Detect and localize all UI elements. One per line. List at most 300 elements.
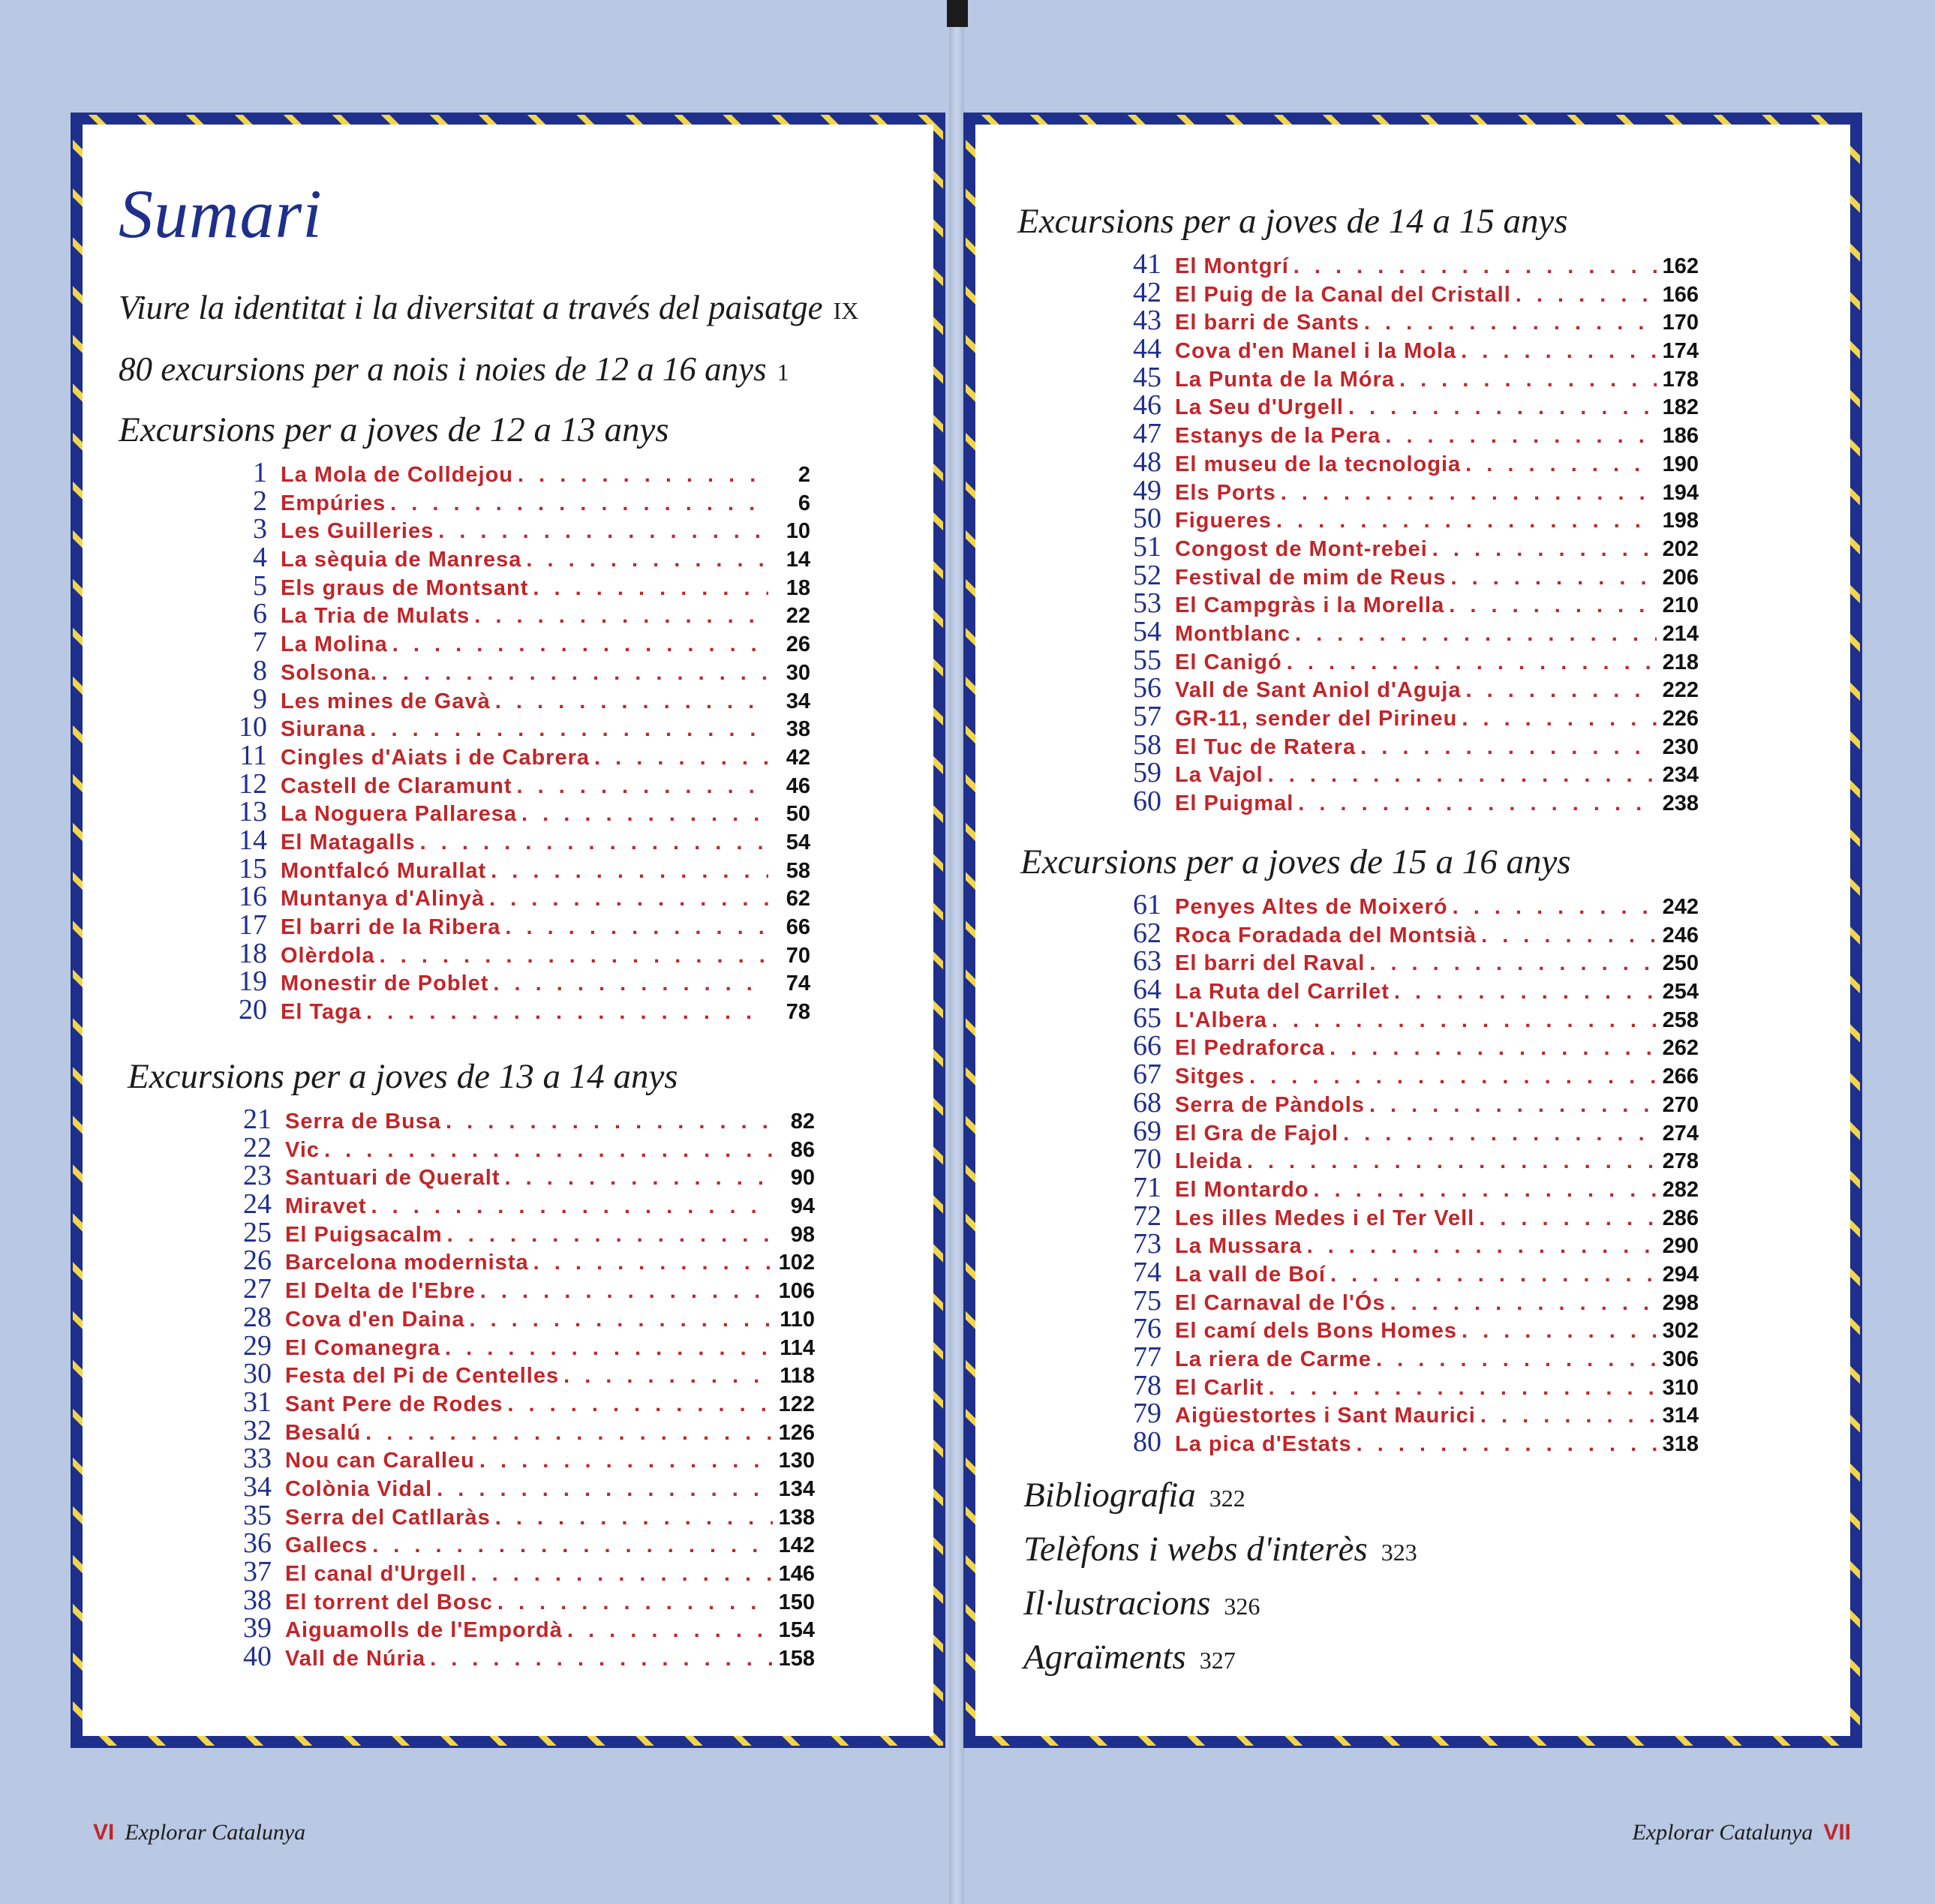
entry-page: 70 <box>786 943 810 968</box>
toc-entry[interactable] <box>1118 1369 1699 1401</box>
entry-name: Penyes Altes de Moixeró <box>1175 895 1448 919</box>
entry-name: El Montardo <box>1175 1177 1309 1202</box>
dot-leader <box>559 1364 773 1389</box>
dot-leader <box>503 1392 773 1417</box>
entry-name: Estanys de la Pera <box>1175 424 1381 449</box>
toc-entry[interactable] <box>228 1470 815 1503</box>
entry-page: 310 <box>1662 1375 1699 1400</box>
entry-name: Els Ports <box>1175 480 1276 505</box>
dot-leader <box>476 1279 773 1304</box>
entry-name: La Seu d'Urgell <box>1175 395 1344 420</box>
toc-entry[interactable] <box>228 1555 815 1587</box>
dot-leader <box>1448 895 1657 920</box>
dot-leader <box>1294 791 1657 816</box>
entry-name: Montblanc <box>1175 621 1291 646</box>
entry-name: El Taga <box>281 1000 362 1025</box>
entry-page: 170 <box>1662 311 1699 335</box>
entry-number: 60 <box>1133 785 1161 818</box>
toc-entry[interactable] <box>1118 728 1699 761</box>
entry-number: 10 <box>239 711 267 743</box>
dot-leader <box>1263 763 1657 788</box>
entry-number: 76 <box>1133 1313 1161 1345</box>
intro-line-excursions[interactable] <box>119 350 789 389</box>
toc-entry[interactable] <box>228 1244 815 1277</box>
dot-leader <box>1381 424 1657 449</box>
entry-name: El Campgràs i la Morella <box>1175 593 1445 618</box>
entry-number: 71 <box>1133 1171 1161 1203</box>
entry-name: El torrent del Bosc <box>285 1590 493 1614</box>
extra-agraiments[interactable] <box>1023 1637 1236 1677</box>
toc-entry[interactable] <box>228 1640 815 1673</box>
dot-leader <box>466 1562 773 1587</box>
entry-name: Empúries <box>281 491 386 515</box>
entry-number: 33 <box>243 1443 272 1475</box>
entry-page: 2 <box>798 463 810 487</box>
toc-entry[interactable] <box>1118 644 1699 676</box>
entry-number: 16 <box>239 881 267 913</box>
entry-page: 34 <box>786 689 810 713</box>
toc-entry[interactable] <box>224 512 810 545</box>
entry-number: 63 <box>1133 945 1161 978</box>
toc-entry[interactable] <box>224 824 810 856</box>
dot-leader <box>491 689 768 714</box>
entry-number: 7 <box>253 626 267 659</box>
entry-page: 86 <box>790 1137 815 1162</box>
entry-number: 19 <box>239 966 267 998</box>
toc-entry[interactable] <box>224 541 810 574</box>
dot-leader <box>443 1223 773 1248</box>
toc-entry[interactable] <box>224 597 810 630</box>
entry-page: 154 <box>778 1618 815 1643</box>
dot-leader <box>1476 1404 1657 1428</box>
intro-text: 80 excursions per a nois i noies de 12 a 16 anys <box>119 350 767 388</box>
entry-number: 28 <box>243 1301 272 1333</box>
page-folio: VII <box>1823 1820 1851 1845</box>
extra-bibliografia[interactable] <box>1023 1475 1245 1515</box>
dot-leader <box>464 1308 773 1332</box>
toc-entry[interactable] <box>228 1301 815 1333</box>
entry-name: El Tuc de Ratera <box>1175 734 1357 759</box>
entry-name: Aigüestortes i Sant Maurici <box>1175 1404 1476 1428</box>
toc-entry[interactable] <box>224 795 810 828</box>
toc-entry[interactable] <box>1118 671 1699 704</box>
entry-number: 54 <box>1133 615 1161 647</box>
toc-list-14-15 <box>1118 248 1699 818</box>
entry-number: 27 <box>243 1273 272 1305</box>
toc-entry[interactable] <box>1118 944 1699 978</box>
entry-page: 118 <box>780 1364 815 1389</box>
entry-number: 42 <box>1133 276 1161 308</box>
entry-number: 61 <box>1133 889 1161 920</box>
intro-line-identitat[interactable] <box>119 288 858 327</box>
entry-page: 286 <box>1662 1206 1699 1230</box>
book-gutter <box>949 0 964 1904</box>
entry-number: 3 <box>253 513 267 545</box>
entry-page: 190 <box>1662 452 1699 476</box>
entry-page: 30 <box>786 660 810 685</box>
dot-leader <box>425 1647 773 1671</box>
entry-number: 24 <box>243 1188 272 1221</box>
toc-entry[interactable] <box>1118 973 1699 1006</box>
entry-number: 72 <box>1133 1200 1161 1232</box>
toc-entry[interactable] <box>224 569 810 602</box>
section-title-15-16: Excursions per a joves de 15 a 16 anys <box>1020 842 1571 881</box>
entry-number: 57 <box>1133 701 1161 732</box>
entry-page: 26 <box>786 632 810 657</box>
entry-name: Cova d'en Daina <box>285 1307 465 1332</box>
dot-leader <box>1276 481 1657 506</box>
extra-text: Bibliografia <box>1023 1476 1196 1515</box>
toc-entry[interactable] <box>1118 446 1699 478</box>
entry-name: Festival de mim de Reus <box>1175 565 1447 590</box>
entry-page: 178 <box>1662 367 1699 392</box>
toc-entry[interactable] <box>228 1103 815 1135</box>
toc-entry[interactable] <box>228 1611 815 1644</box>
entry-number: 36 <box>243 1527 272 1560</box>
toc-entry[interactable] <box>1118 1143 1699 1176</box>
entry-name: Castell de Claramunt <box>281 773 512 798</box>
entry-page: 274 <box>1662 1121 1699 1146</box>
entry-page: 66 <box>786 915 810 939</box>
entry-number: 29 <box>243 1329 272 1362</box>
toc-entry[interactable] <box>1118 1284 1699 1317</box>
toc-entry[interactable] <box>228 1584 815 1616</box>
toc-entry[interactable] <box>1118 756 1699 789</box>
entry-page: 254 <box>1662 980 1699 1005</box>
dot-leader <box>528 576 768 601</box>
dot-leader <box>432 1477 773 1502</box>
toc-entry[interactable] <box>1118 1002 1699 1034</box>
dot-leader <box>500 915 768 940</box>
entry-page: 314 <box>1662 1404 1699 1428</box>
entry-name: Sitges <box>1175 1065 1245 1089</box>
entry-page: 186 <box>1662 424 1699 449</box>
entry-number: 79 <box>1133 1398 1161 1430</box>
toc-entry[interactable] <box>1118 1397 1699 1430</box>
entry-number: 78 <box>1133 1369 1161 1401</box>
dot-leader <box>1282 650 1657 675</box>
entry-page: 62 <box>786 887 810 911</box>
entry-page: 106 <box>778 1279 815 1304</box>
toc-entry[interactable] <box>1118 1256 1699 1288</box>
dot-leader <box>416 830 768 855</box>
entry-name: La pica d'Estats <box>1175 1432 1352 1457</box>
toc-entry[interactable] <box>1118 587 1699 620</box>
toc-entry[interactable] <box>228 1499 815 1531</box>
entry-page: 6 <box>798 491 810 515</box>
entry-page: 126 <box>778 1420 815 1445</box>
toc-entry[interactable] <box>1118 332 1699 365</box>
entry-number: 41 <box>1133 248 1161 280</box>
entry-number: 66 <box>1133 1030 1161 1062</box>
dot-leader <box>1344 395 1657 420</box>
running-title: Explorar Catalunya <box>1632 1820 1813 1845</box>
toc-entry[interactable] <box>1118 474 1699 506</box>
entry-page: 262 <box>1662 1036 1699 1061</box>
entry-page: 282 <box>1662 1177 1699 1202</box>
entry-number: 22 <box>243 1131 272 1164</box>
toc-entry[interactable] <box>224 456 810 488</box>
entry-number: 77 <box>1133 1341 1161 1373</box>
entry-page: 226 <box>1662 707 1699 731</box>
toc-entry[interactable] <box>1118 389 1699 422</box>
entry-name: El camí dels Bons Homes <box>1175 1319 1457 1344</box>
page-folio: VI <box>93 1820 115 1845</box>
entry-page: 230 <box>1662 734 1699 759</box>
entry-number: 40 <box>243 1641 272 1673</box>
entry-name: Les illes Medes i el Ter Vell <box>1175 1206 1475 1230</box>
dot-leader <box>367 1194 773 1219</box>
entry-page: 250 <box>1662 951 1699 976</box>
entry-name: Serra de Busa <box>285 1110 442 1134</box>
toc-entry[interactable] <box>1118 417 1699 450</box>
entry-number: 32 <box>243 1414 272 1446</box>
intro-text: Viure la identitat i la diversitat a través del paisatge <box>119 289 823 326</box>
entry-number: 18 <box>239 937 267 969</box>
entry-name: El canal d'Urgell <box>285 1562 467 1586</box>
entry-page: 22 <box>786 604 810 629</box>
toc-entry[interactable] <box>228 1188 815 1221</box>
toc-entry[interactable] <box>1118 1341 1699 1373</box>
dot-leader <box>493 1590 773 1615</box>
toc-entry[interactable] <box>1118 700 1699 732</box>
entry-number: 9 <box>253 683 267 715</box>
toc-entry[interactable] <box>224 965 810 998</box>
entry-name: El Delta de l'Ebre <box>285 1279 476 1304</box>
entry-page: 290 <box>1662 1234 1699 1259</box>
toc-entry[interactable] <box>224 485 810 517</box>
entry-page: 18 <box>786 575 810 600</box>
entry-page: 246 <box>1662 923 1699 947</box>
toc-entry[interactable] <box>228 1386 815 1418</box>
entry-name: La Mussara <box>1175 1234 1303 1259</box>
entry-page: 242 <box>1662 895 1699 919</box>
toc-entry[interactable] <box>1118 1086 1699 1119</box>
dot-leader <box>1242 1149 1657 1174</box>
entry-number: 80 <box>1133 1426 1161 1458</box>
entry-number: 59 <box>1133 757 1161 789</box>
dot-leader <box>1386 1291 1657 1316</box>
entry-number: 23 <box>243 1160 272 1192</box>
dot-leader <box>486 859 768 884</box>
dot-leader <box>1390 980 1657 1005</box>
toc-entry[interactable] <box>224 993 810 1026</box>
toc-entry[interactable] <box>224 626 810 659</box>
toc-entry[interactable] <box>1118 1115 1699 1147</box>
entry-name: Les mines de Gavà <box>281 689 491 713</box>
toc-entry[interactable] <box>224 710 810 743</box>
entry-number: 8 <box>253 654 267 686</box>
entry-page: 166 <box>1662 282 1699 307</box>
extra-illustracions[interactable] <box>1023 1583 1260 1623</box>
entry-page: 142 <box>778 1533 815 1558</box>
entry-number: 4 <box>253 542 267 574</box>
entry-number: 30 <box>243 1358 272 1390</box>
toc-entry[interactable] <box>224 654 810 686</box>
toc-entry[interactable] <box>224 767 810 800</box>
toc-entry[interactable] <box>228 1414 815 1446</box>
entry-name: El Carlit <box>1175 1375 1264 1400</box>
toc-entry[interactable] <box>1118 917 1699 949</box>
intro-page: IX <box>833 297 859 324</box>
entry-name: El Puigmal <box>1175 791 1294 816</box>
entry-number: 34 <box>243 1470 272 1503</box>
toc-entry[interactable] <box>224 908 810 941</box>
toc-entry[interactable] <box>1118 615 1699 647</box>
dot-leader <box>513 463 768 488</box>
toc-entry[interactable] <box>1118 502 1699 535</box>
toc-entry[interactable] <box>228 1131 815 1164</box>
entry-page: 138 <box>778 1505 815 1530</box>
entry-number: 56 <box>1133 672 1161 704</box>
entry-name: La riera de Carme <box>1175 1347 1372 1371</box>
entry-number: 49 <box>1133 474 1161 506</box>
dot-leader <box>563 1618 773 1643</box>
dot-leader <box>1456 339 1657 364</box>
extra-page: 322 <box>1209 1485 1245 1512</box>
dot-leader <box>475 1449 773 1473</box>
entry-page: 38 <box>786 717 810 742</box>
entry-page: 50 <box>786 802 810 827</box>
entry-number: 20 <box>239 994 267 1026</box>
dot-leader <box>500 1166 773 1191</box>
entry-number: 64 <box>1133 974 1161 1006</box>
toc-entry[interactable] <box>1118 1200 1699 1232</box>
toc-entry[interactable] <box>1118 1312 1699 1345</box>
toc-entry[interactable] <box>228 1272 815 1305</box>
toc-entry[interactable] <box>224 739 810 771</box>
entry-name: El Puig de la Canal del Cristall <box>1175 282 1511 307</box>
entry-number: 12 <box>239 767 267 800</box>
footer-right <box>1621 1820 1851 1845</box>
entry-name: Siurana <box>281 717 366 742</box>
entry-page: 266 <box>1662 1065 1699 1089</box>
dot-leader <box>517 802 768 827</box>
entry-name: Nou can Caralleu <box>285 1449 475 1473</box>
toc-entry[interactable] <box>1118 1425 1699 1458</box>
toc-entry[interactable] <box>228 1159 815 1192</box>
dot-leader <box>488 972 768 996</box>
entry-number: 37 <box>243 1556 272 1587</box>
entry-number: 1 <box>253 457 267 488</box>
entry-name: Solsona. <box>281 660 377 685</box>
entry-name: Roca Foradada del Montsià <box>1175 923 1477 947</box>
entry-name: El barri del Raval <box>1175 951 1366 976</box>
entry-name: GR-11, sender del Pirineu <box>1175 707 1458 731</box>
dot-leader <box>1272 509 1657 533</box>
dot-leader <box>1457 707 1657 731</box>
dot-leader <box>361 1421 773 1446</box>
entry-page: 114 <box>780 1335 815 1360</box>
toc-entry[interactable] <box>224 683 810 715</box>
dot-leader <box>1267 1008 1657 1033</box>
entry-page: 198 <box>1662 509 1699 533</box>
entry-name: Besalú <box>285 1420 362 1445</box>
toc-entry[interactable] <box>1118 888 1699 920</box>
extra-page: 327 <box>1199 1647 1236 1674</box>
toc-entry[interactable] <box>1118 559 1699 591</box>
entry-number: 15 <box>239 852 267 884</box>
entry-number: 11 <box>239 739 267 771</box>
entry-number: 73 <box>1133 1228 1161 1260</box>
toc-entry[interactable] <box>1118 1171 1699 1203</box>
entry-page: 130 <box>778 1449 815 1473</box>
dot-leader <box>1428 537 1657 562</box>
toc-entry[interactable] <box>1118 361 1699 393</box>
entry-name: El Matagalls <box>281 830 416 854</box>
dot-leader <box>434 519 768 544</box>
entry-name: Vic <box>285 1137 320 1162</box>
toc-entry[interactable] <box>1118 1058 1699 1091</box>
dot-leader <box>1457 1319 1657 1344</box>
toc-entry[interactable] <box>1118 1227 1699 1260</box>
entry-name: Cingles d'Aiats i de Cabrera <box>281 745 590 770</box>
dot-leader <box>375 944 768 969</box>
entry-name: La Mola de Colldejou <box>281 463 514 487</box>
entry-number: 70 <box>1133 1143 1161 1176</box>
extra-telefons[interactable] <box>1023 1529 1417 1569</box>
entry-page: 210 <box>1662 593 1699 618</box>
entry-name: La Noguera Pallaresa <box>281 802 517 827</box>
toc-entry[interactable] <box>1118 304 1699 337</box>
entry-page: 270 <box>1662 1092 1699 1117</box>
entry-number: 44 <box>1133 333 1161 365</box>
running-title: Explorar Catalunya <box>125 1820 306 1845</box>
toc-entry[interactable] <box>228 1216 815 1248</box>
toc-entry[interactable] <box>1118 785 1699 818</box>
entry-number: 6 <box>253 598 267 630</box>
entry-name: El barri de la Ribera <box>281 915 501 939</box>
entry-name: El Montgrí <box>1175 254 1289 278</box>
entry-name: Vall de Núria <box>285 1647 426 1671</box>
toc-entry[interactable] <box>228 1527 815 1560</box>
entry-page: 278 <box>1662 1149 1699 1174</box>
dot-leader <box>1303 1234 1657 1259</box>
toc-entry[interactable] <box>1118 1029 1699 1062</box>
toc-entry[interactable] <box>228 1357 815 1390</box>
entry-name: Monestir de Poblet <box>281 972 489 996</box>
toc-entry[interactable] <box>224 880 810 913</box>
dot-leader <box>1511 283 1657 308</box>
dot-leader <box>1339 1122 1657 1146</box>
entry-name: Festa del Pi de Centelles <box>285 1364 560 1389</box>
intro-page: 1 <box>777 359 789 386</box>
entry-name: El Gra de Fajol <box>1175 1121 1339 1146</box>
entry-name: Els graus de Montsant <box>281 575 529 600</box>
dot-leader <box>1352 1432 1657 1457</box>
entry-page: 146 <box>778 1562 815 1586</box>
entry-name: L'Albera <box>1175 1008 1267 1032</box>
toc-entry[interactable] <box>1118 276 1699 308</box>
entry-number: 21 <box>243 1104 272 1135</box>
section-title-12-13: Excursions per a joves de 12 a 13 anys <box>119 410 669 449</box>
toc-entry[interactable] <box>228 1329 815 1362</box>
toc-entry[interactable] <box>228 1442 815 1475</box>
toc-entry[interactable] <box>224 937 810 969</box>
entry-number: 13 <box>239 796 267 828</box>
toc-entry[interactable] <box>1118 248 1699 280</box>
entry-name: El Puigsacalm <box>285 1222 443 1247</box>
entry-number: 35 <box>243 1499 272 1531</box>
entry-page: 58 <box>786 858 810 883</box>
toc-entry[interactable] <box>1118 530 1699 563</box>
entry-number: 68 <box>1133 1086 1161 1119</box>
entry-number: 17 <box>239 909 267 941</box>
dot-leader <box>320 1138 773 1163</box>
extra-text: Il·lustracions <box>1023 1584 1211 1623</box>
toc-list-13-14 <box>228 1103 815 1673</box>
toc-entry[interactable] <box>224 852 810 884</box>
